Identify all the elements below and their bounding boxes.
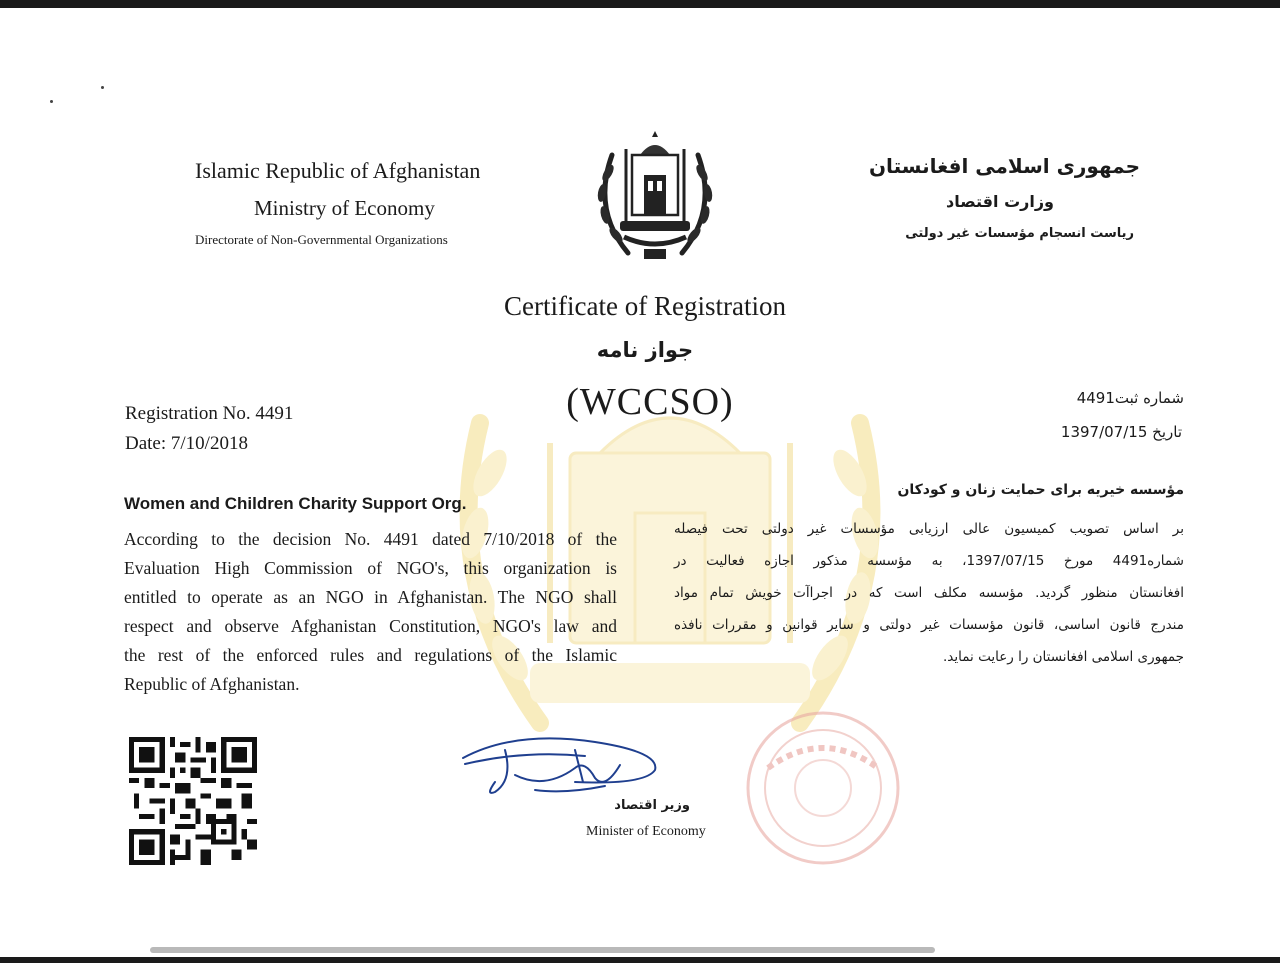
signatory-title-en: Minister of Economy xyxy=(586,824,706,839)
window-bottom-edge xyxy=(0,957,1280,963)
body-fa-line: مندرج قانون اساسی، قانون مؤسسات غیر دولتی و سایر قوانین و مقررات نافذه xyxy=(674,617,1184,633)
organization-name-fa: مؤسسه خیریه برای حمایت زنان و کودکان xyxy=(897,482,1184,498)
body-en-line: the rest of the enforced rules and regulations of the Islamic xyxy=(124,645,617,665)
body-en-line: respect and observe Afghanistan Constitution, NGO's law and xyxy=(124,616,617,636)
body-fa-line: شماره4491 مورخ 1397/07/15، به مؤسسه مذکور اجازه فعالیت در xyxy=(674,553,1184,569)
afghanistan-emblem-icon xyxy=(590,125,720,268)
organization-name-en: Women and Children Charity Support Org. xyxy=(124,494,467,513)
header-country-fa: جمهوری اسلامی افغانستان xyxy=(868,154,1140,178)
signature-icon xyxy=(455,720,665,810)
registration-number-fa: شماره ثبت4491 xyxy=(1076,389,1184,407)
certificate-title-en: Certificate of Registration xyxy=(504,291,786,321)
header-ministry-fa: وزارت اقتصاد xyxy=(946,192,1054,211)
body-en-line: Evaluation High Commission of NGO's, this organization is xyxy=(124,558,617,578)
horizontal-scrollbar[interactable] xyxy=(150,947,935,953)
body-fa-line: جمهوری اسلامی افغانستان را رعایت نماید. xyxy=(942,649,1184,665)
body-en-line: entitled to operate as an NGO in Afghanistan. The NGO shall xyxy=(124,587,617,607)
header-directorate-fa: ریاست انسجام مؤسسات غیر دولتی xyxy=(905,226,1134,241)
organization-acronym: (WCCSO) xyxy=(566,381,734,423)
header-ministry-en: Ministry of Economy xyxy=(254,196,435,220)
body-text-fa xyxy=(674,513,1184,673)
header-country-en: Islamic Republic of Afghanistan xyxy=(195,158,481,183)
scan-speck xyxy=(101,86,104,89)
official-stamp-icon xyxy=(728,708,918,868)
body-en-line: Republic of Afghanistan. xyxy=(124,674,300,694)
body-text-en xyxy=(124,525,617,699)
registration-number-en: Registration No. 4491 xyxy=(125,403,294,424)
header-directorate-en: Directorate of Non-Governmental Organizations xyxy=(195,232,448,247)
registration-date-en: Date: 7/10/2018 xyxy=(125,433,248,454)
scan-speck xyxy=(50,100,53,103)
window-top-edge xyxy=(0,0,1280,8)
body-en-line: According to the decision No. 4491 dated 7/10/2018 of the xyxy=(124,529,617,549)
signatory-title-fa: وزیر اقتصاد xyxy=(614,798,690,813)
certificate-title-fa: جواز نامه xyxy=(596,338,694,362)
qr-code-icon xyxy=(126,737,260,865)
body-fa-line: بر اساس تصویب کمیسیون عالی ارزیابی مؤسسات غیر دولتی تحت فیصله xyxy=(674,521,1184,537)
certificate-page xyxy=(0,8,1280,957)
body-fa-line: افغانستان منظور گردید. مؤسسه مکلف است که در اجراآت خویش تمام مواد xyxy=(674,585,1184,601)
registration-date-fa: تاریخ 1397/07/15 xyxy=(1060,423,1182,441)
